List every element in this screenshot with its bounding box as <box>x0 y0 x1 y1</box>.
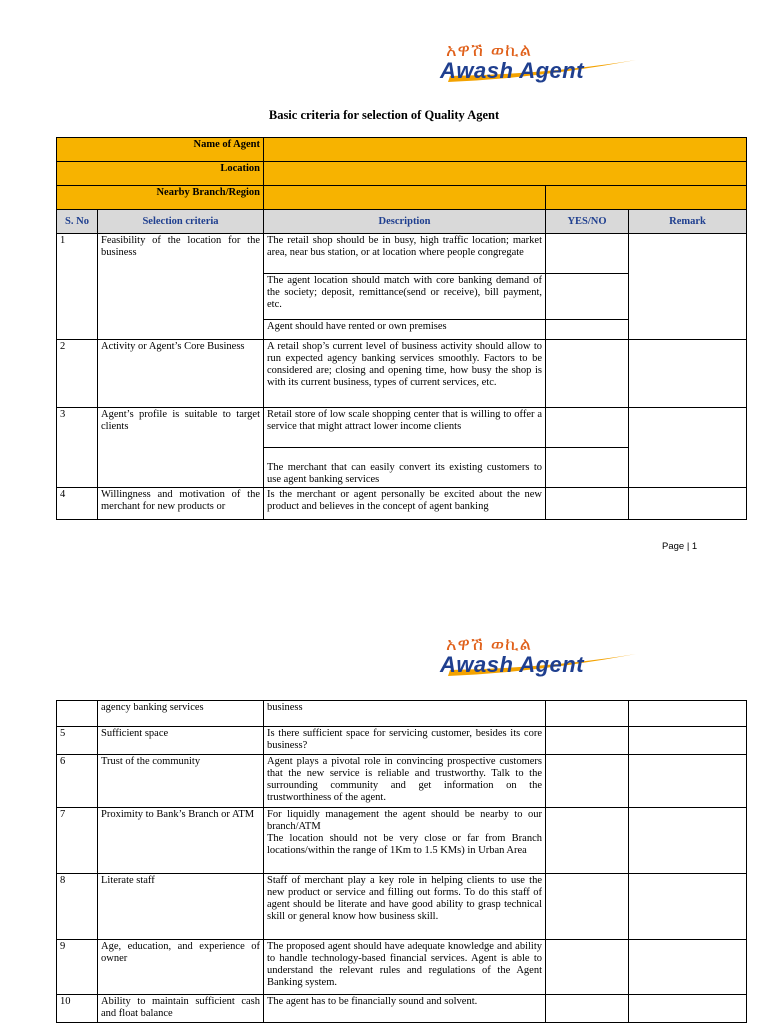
row-description: The merchant that can easily convert its existing customers to use agent banking services <box>264 448 546 488</box>
location-label: Location <box>57 162 264 186</box>
row-description: Retail store of low scale shopping center that is willing to offer a service that might attract lower income clients <box>264 408 546 448</box>
remark-cell[interactable] <box>629 701 747 727</box>
name-of-agent-label: Name of Agent <box>57 138 264 162</box>
table-row <box>57 408 747 448</box>
yesno-cell[interactable] <box>546 488 629 520</box>
remark-cell[interactable] <box>629 408 747 488</box>
table-row <box>57 701 747 727</box>
yesno-cell[interactable] <box>546 940 629 995</box>
remark-cell[interactable] <box>629 874 747 940</box>
location-field[interactable] <box>264 162 747 186</box>
remark-cell[interactable] <box>629 234 747 340</box>
yesno-cell[interactable] <box>546 701 629 727</box>
row-criteria: Literate staff <box>98 874 264 940</box>
row-description: For liquidly management the agent should be nearby to our branch/ATM The location should not be very close or far from Branch locations/within the range of 1Km to 1.5 KMs) in Urban Area <box>264 808 546 874</box>
remark-cell[interactable] <box>629 755 747 808</box>
table-row <box>57 755 747 808</box>
table-row <box>57 874 747 940</box>
row-criteria: Sufficient space <box>98 727 264 755</box>
nearby-branch-field[interactable] <box>264 186 546 210</box>
yesno-cell[interactable] <box>546 448 629 488</box>
table-row <box>57 727 747 755</box>
table-row <box>57 340 747 408</box>
row-sno: 10 <box>57 995 98 1023</box>
yesno-cell[interactable] <box>546 808 629 874</box>
row-description: Agent plays a pivotal role in convincing prospective customers that the new service is reliable and trustworthy. Talk to the surrounding community and get information on the trustworthiness of the agent. <box>264 755 546 808</box>
row-criteria: Agent’s profile is suitable to target clients <box>98 408 264 488</box>
row-criteria: Trust of the community <box>98 755 264 808</box>
logo-brand-text: Awash Agent <box>440 652 585 677</box>
page-footer: Page | 1 <box>662 541 698 552</box>
remark-cell[interactable] <box>629 995 747 1023</box>
remark-cell[interactable] <box>629 727 747 755</box>
yesno-cell[interactable] <box>546 995 629 1023</box>
row-description: Agent should have rented or own premises <box>264 320 546 340</box>
remark-cell[interactable] <box>629 488 747 520</box>
document-title: Basic criteria for selection of Quality Agent <box>268 108 500 122</box>
column-header-description: Description <box>264 210 546 234</box>
logo-amharic-text: አዋሽ ወኪል <box>446 634 533 655</box>
row-description: Is the merchant or agent personally be excited about the new product and believes in the concept of agent banking <box>264 488 546 520</box>
name-of-agent-field[interactable] <box>264 138 747 162</box>
row-description: The agent location should match with core banking demand of the society; deposit, remittance(send or receive), bill payment, etc. <box>264 274 546 320</box>
awash-agent-logo <box>440 632 640 692</box>
row-description: The agent has to be financially sound and solvent. <box>264 995 546 1023</box>
row-sno: 7 <box>57 808 98 874</box>
row-sno <box>57 701 98 727</box>
yesno-cell[interactable] <box>546 320 629 340</box>
row-sno: 4 <box>57 488 98 520</box>
nearby-branch-label: Nearby Branch/Region <box>57 186 264 210</box>
row-criteria: Age, education, and experience of owner <box>98 940 264 995</box>
row-criteria: Willingness and motivation of the merchant for new products or <box>98 488 264 520</box>
nearby-branch-extra-field[interactable] <box>546 186 747 210</box>
logo-brand-text: Awash Agent <box>440 58 585 83</box>
table-row <box>57 940 747 995</box>
criteria-table-page2 <box>56 700 747 1023</box>
row-description: Is there sufficient space for servicing customer, besides its core business? <box>264 727 546 755</box>
yesno-cell[interactable] <box>546 727 629 755</box>
logo-amharic-text: አዋሽ ወኪል <box>446 40 533 61</box>
remark-cell[interactable] <box>629 808 747 874</box>
row-sno: 8 <box>57 874 98 940</box>
column-header-yesno: YES/NO <box>546 210 629 234</box>
table-row <box>57 995 747 1023</box>
yesno-cell[interactable] <box>546 234 629 274</box>
row-description: A retail shop’s current level of business activity should allow to run expected agency banking services smoothly. Factors to be considered are; closing and opening time, how busy the shop is with its current business, types of current services, etc. <box>264 340 546 408</box>
row-description: The retail shop should be in busy, high traffic location; market area, near bus station, or at location where people congregate <box>264 234 546 274</box>
table-row <box>57 234 747 274</box>
row-sno: 5 <box>57 727 98 755</box>
row-sno: 1 <box>57 234 98 340</box>
row-criteria: Feasibility of the location for the business <box>98 234 264 340</box>
row-sno: 9 <box>57 940 98 995</box>
row-criteria: agency banking services <box>98 701 264 727</box>
row-description: Staff of merchant play a key role in helping clients to use the new product or service and filling out forms. To do this staff of agent should be literate and have good ability to grasp technical skill or general know how business skill. <box>264 874 546 940</box>
yesno-cell[interactable] <box>546 755 629 808</box>
column-header-sno: S. No <box>57 210 98 234</box>
awash-agent-logo <box>440 38 640 98</box>
row-sno: 6 <box>57 755 98 808</box>
column-header-remark: Remark <box>629 210 747 234</box>
yesno-cell[interactable] <box>546 874 629 940</box>
remark-cell[interactable] <box>629 340 747 408</box>
column-header-criteria: Selection criteria <box>98 210 264 234</box>
row-sno: 3 <box>57 408 98 488</box>
table-row <box>57 808 747 874</box>
row-description: The proposed agent should have adequate knowledge and ability to handle technology-based financial services. Agent is able to understand the relevant rules and regulations of the Agent Banking system. <box>264 940 546 995</box>
row-criteria: Proximity to Bank’s Branch or ATM <box>98 808 264 874</box>
yesno-cell[interactable] <box>546 274 629 320</box>
yesno-cell[interactable] <box>546 408 629 448</box>
row-criteria: Activity or Agent’s Core Business <box>98 340 264 408</box>
row-description: business <box>264 701 546 727</box>
criteria-table-page1 <box>56 137 747 520</box>
row-sno: 2 <box>57 340 98 408</box>
row-criteria: Ability to maintain sufficient cash and float balance <box>98 995 264 1023</box>
remark-cell[interactable] <box>629 940 747 995</box>
yesno-cell[interactable] <box>546 340 629 408</box>
table-row <box>57 488 747 520</box>
